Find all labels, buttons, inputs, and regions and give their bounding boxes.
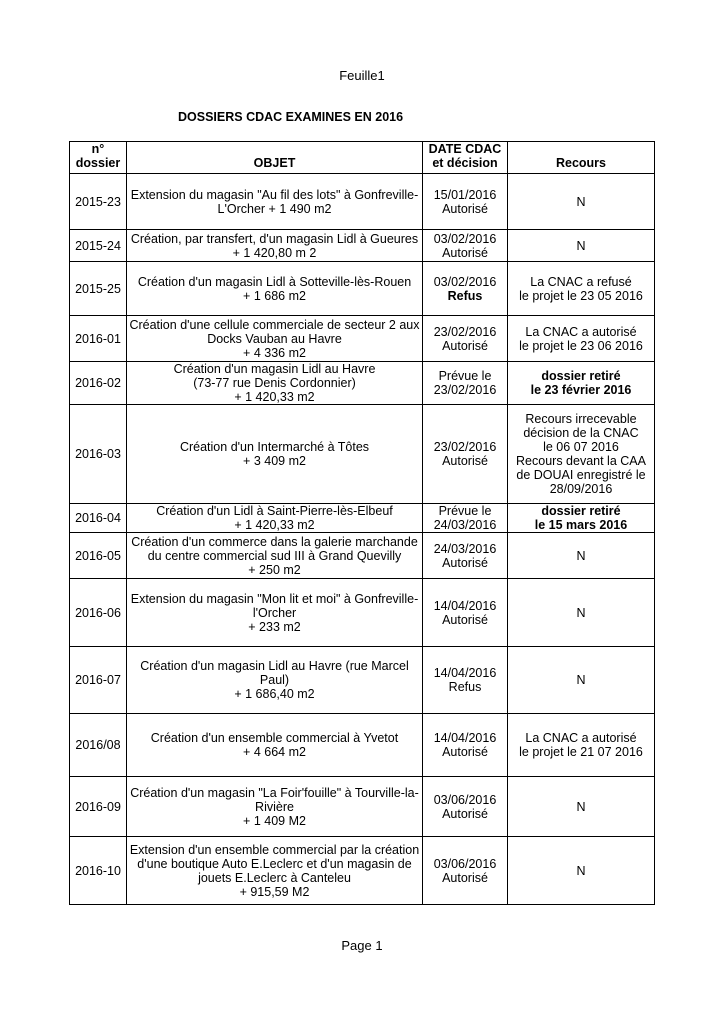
cell-recours	[508, 777, 655, 837]
recours-line: dossier retiré	[541, 504, 621, 518]
cell-objet	[127, 579, 423, 647]
cell-objet	[127, 647, 423, 714]
objet-line: + 1 686,40 m2	[234, 687, 315, 701]
objet-line: Création, par transfert, d'un magasin Lidl à Gueures	[130, 231, 419, 246]
decision-value: Autorisé	[442, 201, 488, 216]
cell-recours	[508, 579, 655, 647]
header-date-line2: et décision	[432, 156, 498, 170]
recours-line: dossier retiré	[541, 369, 621, 383]
objet-line: jouets E.Leclerc à Canteleu	[198, 870, 351, 885]
cell-dossier: 2016-07	[70, 647, 127, 714]
table-row	[70, 230, 655, 262]
cell-date-decision	[423, 504, 508, 533]
objet-line: + 1 420,33 m2	[234, 390, 315, 404]
decision-value: Refus	[447, 288, 483, 303]
recours-line: Recours devant la CAA	[516, 454, 646, 468]
recours-line: La CNAC a autorisé	[525, 731, 637, 745]
date-value: 23/02/2016	[433, 324, 497, 339]
date-value: 03/06/2016	[433, 856, 497, 871]
cell-recours	[508, 262, 655, 316]
cell-recours	[508, 316, 655, 362]
cell-objet	[127, 777, 423, 837]
cell-objet	[127, 837, 423, 905]
cell-objet	[127, 504, 423, 533]
cell-date-decision	[423, 777, 508, 837]
decision-value: Autorisé	[442, 338, 488, 353]
header-date	[423, 142, 508, 174]
cell-dossier: 2016-05	[70, 533, 127, 579]
cell-date-decision	[423, 533, 508, 579]
decision-value: Autorisé	[442, 555, 488, 570]
decision-value: Refus	[448, 680, 482, 694]
date-value: 15/01/2016	[433, 187, 497, 202]
decision-value: Autorisé	[442, 612, 488, 627]
cell-recours	[508, 405, 655, 504]
cell-recours	[508, 533, 655, 579]
objet-line: Création d'un magasin "La Foir'fouille" à Tourville-la-	[130, 785, 419, 800]
recours-line: N	[576, 799, 586, 814]
table-row	[70, 262, 655, 316]
recours-line: le 06 07 2016	[543, 440, 619, 454]
decision-value: 23/02/2016	[433, 383, 497, 397]
table-row	[70, 533, 655, 579]
cell-date-decision	[423, 262, 508, 316]
cell-objet	[127, 262, 423, 316]
objet-line: Création d'un commerce dans la galerie marchande	[131, 534, 418, 549]
cell-dossier: 2015-24	[70, 230, 127, 262]
cell-objet	[127, 533, 423, 579]
recours-line: Recours irrecevable	[525, 412, 637, 426]
cell-objet	[127, 714, 423, 777]
objet-line: + 1 420,80 m 2	[232, 245, 317, 260]
objet-line: Paul)	[259, 673, 290, 687]
table-row	[70, 316, 655, 362]
recours-line: décision de la CNAC	[523, 426, 639, 440]
cell-recours	[508, 714, 655, 777]
objet-line: + 1 409 M2	[243, 813, 306, 828]
header-objet: OBJET	[127, 142, 423, 174]
cell-date-decision	[423, 174, 508, 230]
date-value: Prévue le	[438, 369, 492, 383]
date-value: Prévue le	[438, 504, 492, 518]
cell-recours	[508, 837, 655, 905]
objet-line: Extension d'un ensemble commercial par la création	[129, 842, 420, 857]
objet-line: (73-77 rue Denis Cordonnier)	[193, 376, 356, 390]
objet-line: Docks Vauban au Havre	[207, 331, 342, 346]
objet-line: du centre commercial sud III à Grand Quevilly	[147, 548, 402, 563]
cell-objet	[127, 405, 423, 504]
cell-dossier: 2016-04	[70, 504, 127, 533]
recours-line: N	[576, 238, 586, 253]
objet-line: Création d'un ensemble commercial à Yvetot	[150, 731, 399, 745]
cell-dossier: 2016-01	[70, 316, 127, 362]
table-row	[70, 647, 655, 714]
objet-line: Extension du magasin "Mon lit et moi" à Gonfreville-	[130, 591, 419, 606]
objet-line: Création d'un Lidl à Saint-Pierre-lès-Elbeuf	[156, 504, 393, 518]
decision-value: Autorisé	[442, 806, 488, 821]
table-row	[70, 777, 655, 837]
objet-line: Rivière	[255, 799, 294, 814]
cell-dossier: 2016-03	[70, 405, 127, 504]
recours-line: le 23 février 2016	[530, 383, 632, 397]
date-value: 03/02/2016	[433, 274, 497, 289]
document-title: DOSSIERS CDAC EXAMINES EN 2016	[178, 110, 404, 124]
cell-recours	[508, 230, 655, 262]
cell-date-decision	[423, 579, 508, 647]
cell-recours	[508, 174, 655, 230]
decision-value: Autorisé	[442, 745, 488, 759]
cell-dossier: 2016/08	[70, 714, 127, 777]
table-row	[70, 504, 655, 533]
objet-line: Création d'un magasin Lidl au Havre	[173, 362, 376, 376]
cell-date-decision	[423, 837, 508, 905]
objet-line: Création d'un Intermarché à Tôtes	[179, 440, 370, 454]
cell-objet	[127, 230, 423, 262]
date-value: 14/04/2016	[433, 598, 497, 613]
recours-line: le 15 mars 2016	[534, 518, 628, 532]
cell-date-decision	[423, 230, 508, 262]
recours-line: N	[576, 548, 586, 563]
recours-line: La CNAC a refusé	[530, 274, 632, 289]
date-value: 03/06/2016	[433, 792, 497, 807]
objet-line: l'Orcher	[252, 605, 297, 620]
table-body	[70, 174, 655, 905]
recours-line: le projet le 21 07 2016	[519, 745, 643, 759]
recours-line: de DOUAI enregistré le	[516, 468, 646, 482]
table-row	[70, 579, 655, 647]
cell-objet	[127, 316, 423, 362]
cell-date-decision	[423, 714, 508, 777]
decision-value: Autorisé	[442, 454, 488, 468]
page-number: Page 1	[341, 938, 383, 953]
header-recours: Recours	[508, 142, 655, 174]
objet-line: d'une boutique Auto E.Leclerc et d'un magasin de	[137, 856, 412, 871]
table-row	[70, 714, 655, 777]
cell-recours	[508, 504, 655, 533]
sheet-name: Feuille1	[339, 68, 385, 83]
table-row	[70, 837, 655, 905]
recours-line: La CNAC a autorisé	[525, 324, 637, 339]
cell-dossier: 2016-02	[70, 362, 127, 405]
cell-dossier: 2015-25	[70, 262, 127, 316]
cell-date-decision	[423, 405, 508, 504]
recours-line: 28/09/2016	[549, 482, 613, 496]
date-value: 14/04/2016	[433, 666, 497, 680]
objet-line: L'Orcher + 1 490 m2	[217, 201, 332, 216]
recours-line: le projet le 23 06 2016	[519, 338, 643, 353]
cell-date-decision	[423, 316, 508, 362]
recours-line: N	[576, 605, 586, 620]
cell-dossier: 2016-09	[70, 777, 127, 837]
cell-date-decision	[423, 647, 508, 714]
date-value: 14/04/2016	[433, 731, 497, 745]
cell-objet	[127, 174, 423, 230]
objet-line: + 3 409 m2	[243, 454, 306, 468]
cell-date-decision	[423, 362, 508, 405]
recours-line: N	[576, 673, 586, 687]
cell-objet	[127, 362, 423, 405]
objet-line: + 4 664 m2	[243, 745, 306, 759]
objet-line: Création d'un magasin Lidl au Havre (rue Marcel	[140, 659, 409, 673]
objet-line: Création d'une cellule commerciale de secteur 2 aux	[129, 317, 420, 332]
cell-recours	[508, 362, 655, 405]
cell-dossier: 2016-10	[70, 837, 127, 905]
objet-line: + 250 m2	[248, 562, 301, 577]
cell-dossier: 2016-06	[70, 579, 127, 647]
table-row	[70, 362, 655, 405]
date-value: 24/03/2016	[433, 541, 497, 556]
decision-value: 24/03/2016	[433, 518, 497, 532]
objet-line: + 4 336 m2	[243, 345, 306, 360]
cell-recours	[508, 647, 655, 714]
recours-line: N	[576, 863, 586, 878]
objet-line: Extension du magasin "Au fil des lots" à Gonfreville-	[130, 187, 419, 202]
objet-line: + 915,59 M2	[239, 884, 310, 899]
cell-dossier: 2015-23	[70, 174, 127, 230]
table-row	[70, 405, 655, 504]
decision-value: Autorisé	[442, 870, 488, 885]
header-dossier: n° dossier	[70, 142, 127, 174]
decision-value: Autorisé	[442, 245, 488, 260]
date-value: 03/02/2016	[433, 231, 497, 246]
objet-line: + 1 686 m2	[243, 288, 306, 303]
dossiers-table	[69, 141, 655, 905]
header-row	[70, 142, 655, 174]
objet-line: + 233 m2	[248, 619, 301, 634]
objet-line: Création d'un magasin Lidl à Sotteville-lès-Rouen	[137, 274, 412, 289]
recours-line: N	[576, 194, 586, 209]
recours-line: le projet le 23 05 2016	[519, 288, 643, 303]
date-value: 23/02/2016	[433, 440, 497, 454]
objet-line: + 1 420,33 m2	[234, 518, 315, 532]
header-date-line1: DATE CDAC	[428, 142, 502, 156]
table-row	[70, 174, 655, 230]
